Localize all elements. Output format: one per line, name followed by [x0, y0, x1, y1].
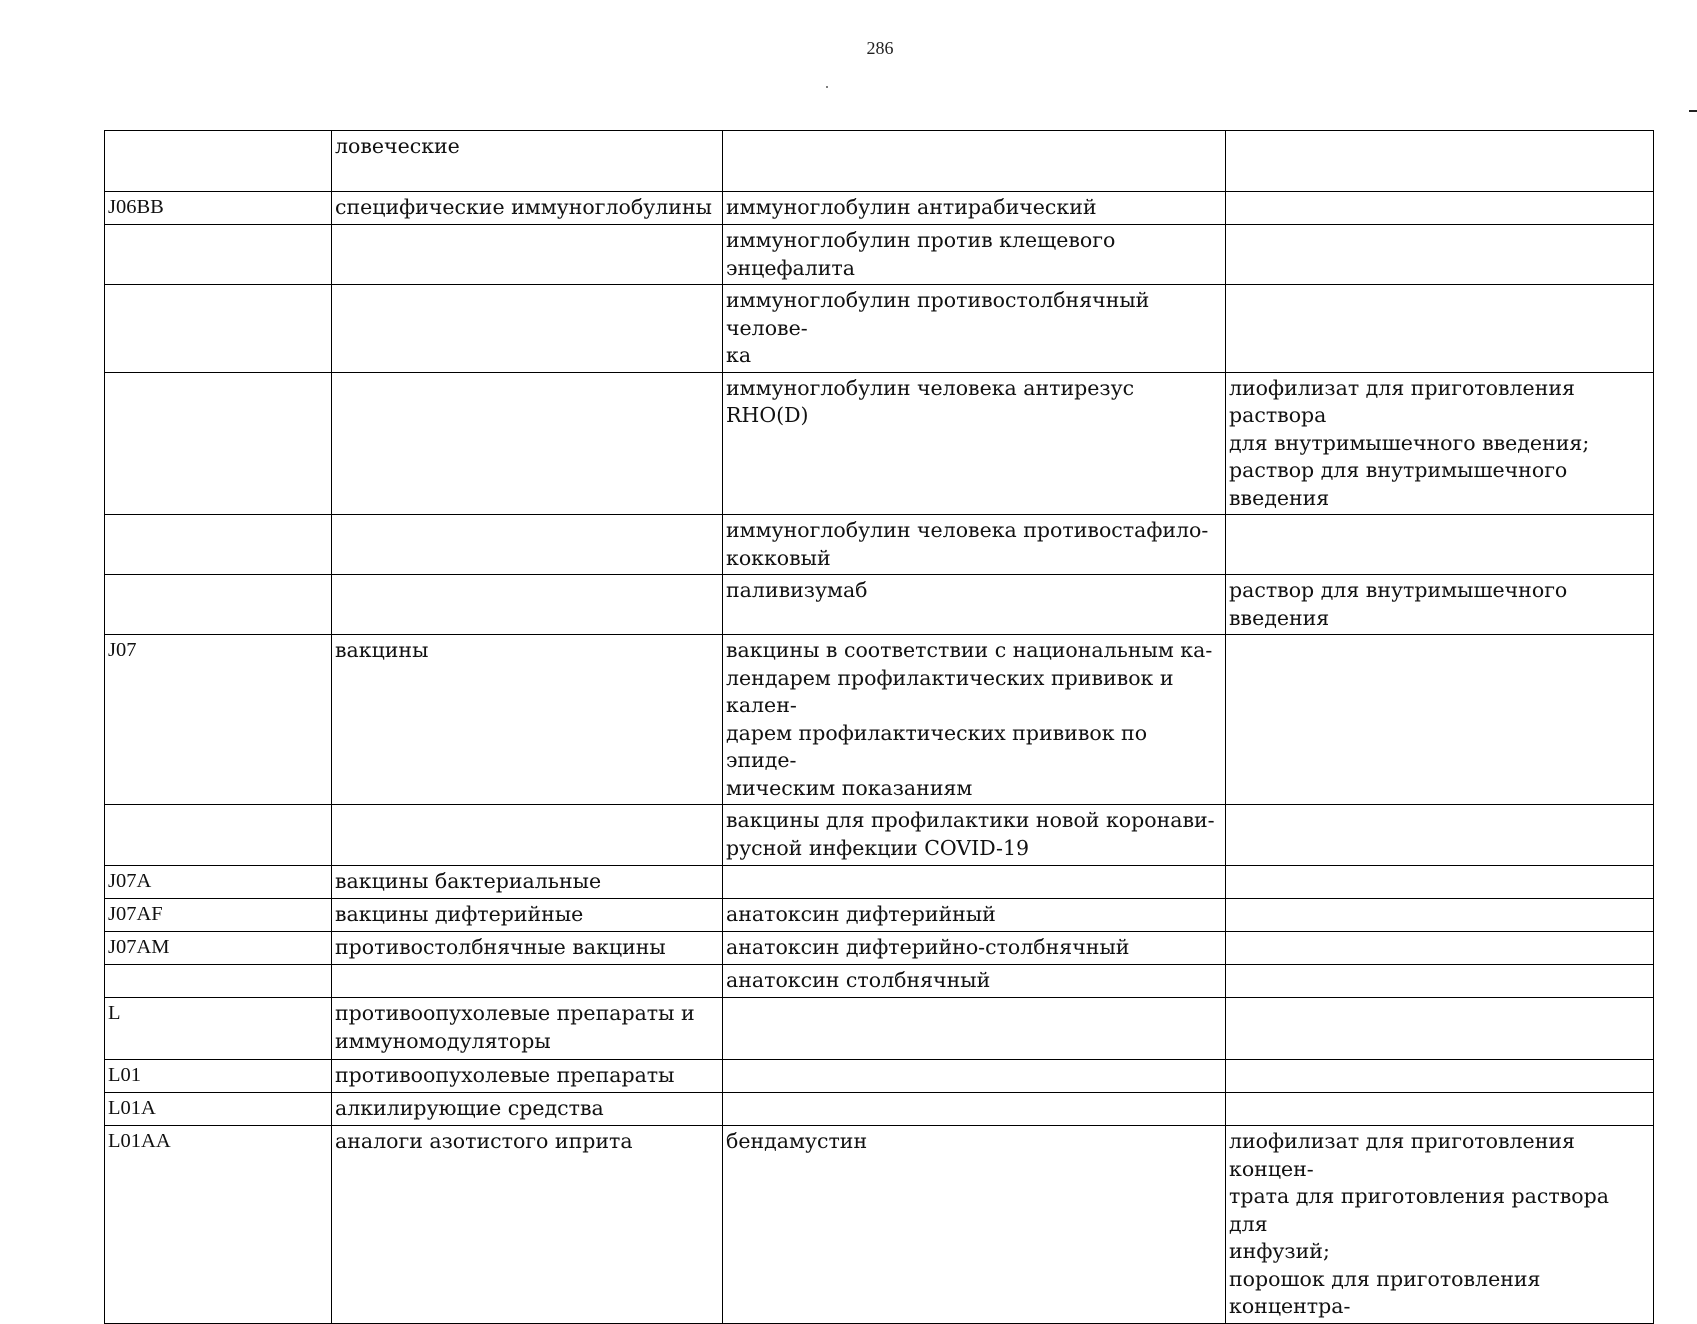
substance-cell — [723, 1093, 1226, 1126]
code-cell: J06BB — [105, 192, 332, 225]
group-cell — [332, 372, 723, 515]
code-cell: L01A — [105, 1093, 332, 1126]
dosage-form-cell — [1226, 805, 1654, 866]
code-cell: L01 — [105, 1060, 332, 1093]
code-cell — [105, 225, 332, 285]
dosage-form-cell — [1226, 635, 1654, 805]
substance-cell: вакцины для профилактики новой коронави- русной инфекции COVID-19 — [723, 805, 1226, 866]
code-cell — [105, 575, 332, 635]
group-cell: противоопухолевые препараты — [332, 1060, 723, 1093]
dosage-form-cell — [1226, 932, 1654, 965]
substance-cell: иммуноглобулин против клещевого энцефалита — [723, 225, 1226, 285]
table-row — [105, 131, 1654, 192]
substance-cell — [723, 131, 1226, 192]
scan-mark — [1689, 110, 1697, 112]
table-body — [105, 131, 1654, 1324]
group-cell — [332, 285, 723, 373]
group-cell: вакцины бактериальные — [332, 866, 723, 899]
code-cell — [105, 515, 332, 575]
drug-classification-table — [104, 130, 1654, 1324]
table-row — [105, 805, 1654, 866]
code-cell: L01AA — [105, 1126, 332, 1324]
group-cell — [332, 225, 723, 285]
substance-cell — [723, 998, 1226, 1060]
group-cell — [332, 965, 723, 998]
substance-cell: анатоксин столбнячный — [723, 965, 1226, 998]
scan-speck — [826, 86, 828, 88]
table-row — [105, 515, 1654, 575]
table-row — [105, 1126, 1654, 1324]
code-cell — [105, 372, 332, 515]
group-cell: специфические иммуноглобулины — [332, 192, 723, 225]
code-cell: L — [105, 998, 332, 1060]
table-row — [105, 192, 1654, 225]
substance-cell: иммуноглобулин человека антирезус RHO(D) — [723, 372, 1226, 515]
code-cell — [105, 965, 332, 998]
group-cell: вакцины дифтерийные — [332, 899, 723, 932]
dosage-form-cell — [1226, 285, 1654, 373]
table-row — [105, 965, 1654, 998]
substance-cell — [723, 1060, 1226, 1093]
group-cell: противоопухолевые препараты и иммуномодуляторы — [332, 998, 723, 1060]
dosage-form-cell — [1226, 866, 1654, 899]
dosage-form-cell — [1226, 192, 1654, 225]
code-cell — [105, 805, 332, 866]
substance-cell — [723, 866, 1226, 899]
substance-cell: вакцины в соответствии с национальным ка- лендарем профилактических прививок и кален- дарем профилактических прививок по эпиде- мическим показаниям — [723, 635, 1226, 805]
table-row — [105, 1093, 1654, 1126]
substance-cell: анатоксин дифтерийный — [723, 899, 1226, 932]
dosage-form-cell — [1226, 1060, 1654, 1093]
dosage-form-cell: раствор для внутримышечного введения — [1226, 575, 1654, 635]
table-row — [105, 866, 1654, 899]
table-row — [105, 225, 1654, 285]
code-cell — [105, 285, 332, 373]
dosage-form-cell — [1226, 899, 1654, 932]
code-cell: J07A — [105, 866, 332, 899]
table-row — [105, 899, 1654, 932]
group-cell: противостолбнячные вакцины — [332, 932, 723, 965]
substance-cell: иммуноглобулин антирабический — [723, 192, 1226, 225]
substance-cell: бендамустин — [723, 1126, 1226, 1324]
dosage-form-cell — [1226, 225, 1654, 285]
page-number: 286 — [866, 38, 894, 58]
group-cell — [332, 805, 723, 866]
group-cell: алкилирующие средства — [332, 1093, 723, 1126]
dosage-form-cell — [1226, 998, 1654, 1060]
dosage-form-cell: лиофилизат для приготовления концен- трата для приготовления раствора для инфузий; порошок для приготовления концентра- — [1226, 1126, 1654, 1324]
table-row — [105, 575, 1654, 635]
code-cell: J07AM — [105, 932, 332, 965]
code-cell — [105, 131, 332, 192]
substance-cell: иммуноглобулин противостолбнячный челове- ка — [723, 285, 1226, 373]
substance-cell: паливизумаб — [723, 575, 1226, 635]
table-row — [105, 1060, 1654, 1093]
group-cell: вакцины — [332, 635, 723, 805]
dosage-form-cell — [1226, 965, 1654, 998]
group-cell: аналоги азотистого иприта — [332, 1126, 723, 1324]
code-cell: J07AF — [105, 899, 332, 932]
dosage-form-cell — [1226, 131, 1654, 192]
dosage-form-cell — [1226, 1093, 1654, 1126]
table-row — [105, 285, 1654, 373]
code-cell: J07 — [105, 635, 332, 805]
dosage-form-cell — [1226, 515, 1654, 575]
substance-cell: иммуноглобулин человека противостафило- кокковый — [723, 515, 1226, 575]
table-row — [105, 932, 1654, 965]
table-row — [105, 372, 1654, 515]
dosage-form-cell: лиофилизат для приготовления раствора для внутримышечного введения; раствор для внутримышечного введения — [1226, 372, 1654, 515]
group-cell — [332, 515, 723, 575]
substance-cell: анатоксин дифтерийно-столбнячный — [723, 932, 1226, 965]
group-cell: ловеческие — [332, 131, 723, 192]
table-row — [105, 998, 1654, 1060]
group-cell — [332, 575, 723, 635]
table-row — [105, 635, 1654, 805]
